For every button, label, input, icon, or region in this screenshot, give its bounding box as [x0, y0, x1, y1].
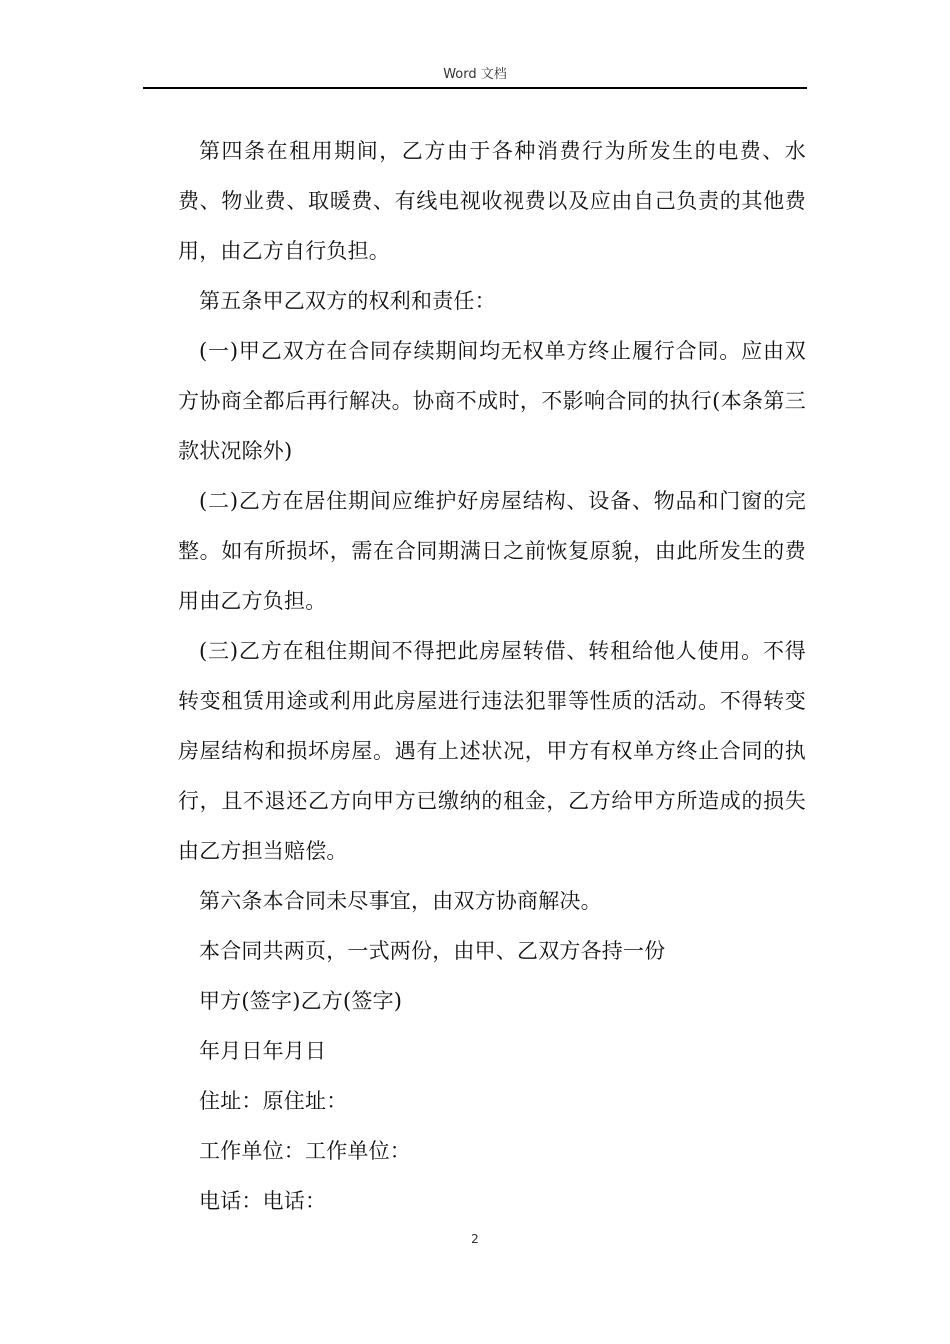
copies-statement: 本合同共两页，一式两份，由甲、乙双方各持一份 [199, 939, 666, 963]
date-line: 年月日年月日 [199, 1039, 327, 1063]
article-5-clause-2: (二)乙方在居住期间应维护好房屋结构、设备、物品和门窗的完整。如有所损坏，需在合同期满日之前恢复原貌，由此所发生的费用由乙方负担。 [178, 489, 806, 613]
employer-line: 工作单位：工作单位： [199, 1139, 411, 1163]
article-6-paragraph: 第六条本合同未尽事宜，由双方协商解决。 [199, 889, 602, 913]
document-body [178, 126, 806, 1226]
address-line: 住址：原住址： [199, 1089, 348, 1113]
page-header: Word 文档 [443, 67, 507, 82]
phone-line: 电话：电话： [199, 1189, 327, 1213]
article-5-clause-1: (一)甲乙双方在合同存续期间均无权单方终止履行合同。应由双方协商全都后再行解决。协商不成时，不影响合同的执行(本条第三款状况除外) [178, 339, 806, 463]
article-5-heading: 第五条甲乙双方的权利和责任： [199, 289, 496, 313]
header-divider [143, 87, 807, 89]
article-5-clause-3: (三)乙方在租住期间不得把此房屋转借、转租给他人使用。不得转变租赁用途或利用此房屋进行违法犯罪等性质的活动。不得转变房屋结构和损坏房屋。遇有上述状况，甲方有权单方终止合同的执行，且不退还乙方向甲方已缴纳的租金，乙方给甲方所造成的损失由乙方担当赔偿。 [178, 639, 806, 863]
signature-line: 甲方(签字)乙方(签字) [199, 989, 403, 1013]
article-4-paragraph: 第四条在租用期间，乙方由于各种消费行为所发生的电费、水费、物业费、取暖费、有线电视收视费以及应由自己负责的其他费用，由乙方自行负担。 [178, 139, 806, 263]
page-number: 2 [471, 1232, 479, 1246]
